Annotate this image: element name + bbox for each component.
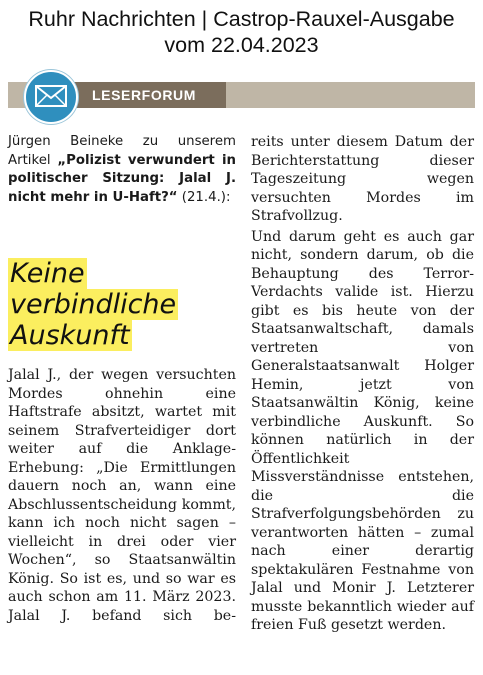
body-paragraph: reits unter diesem Datum der Berichterstattung dieser Tageszeitung wegen versuchten Mordes im Strafvollzug. (251, 134, 474, 224)
intro-article-title: „Polizist verwundert in politischer Sitzung: Jalal J. nicht mehr in U-Haft?“ (8, 152, 236, 205)
body-paragraph: Und darum geht es auch gar nicht, sondern darum, ob die Behauptung des Terror-Verdachts valide ist. Hierzu gibt es bis heute von der Staatsanwaltschaft, damals vertreten von Generalstaatsanwalt Holger Hemin, jetzt von Staatsanwältin König, keine verbindliche Auskunft. So können natürlich in der Öffentlichkeit Missverständnisse entstehen, die die Strafverfolgungsbehörden zu verantworten hätten – zumal nach einer derartig spektakulären Festnahme von Jalal und Monir J. Letzterer musste bekanntlich wieder auf freien Fuß gesetzt werden. (251, 228, 474, 633)
letter-intro (8, 133, 236, 207)
intro-author: Jürgen Beineke zu unserem Artikel (8, 134, 236, 168)
body-paragraph: Jalal J., der wegen versuchten Mordes ohnehin eine Haftstrafe absitzt, wartet mit seinem Strafverteidiger dort weiter auf die Anklage-Erhebung: „Die Ermittlungen dauern noch an, wann eine Abschlussentscheidung kommt, kann ich noch nicht sagen – vielleicht in drei oder vier Wochen“, so Staatsanwältin König. So ist es, und so war es auch schon am 11. März 2023. Jalal J. befand sich be- (8, 367, 236, 624)
headline-line: verbindliche (10, 289, 177, 320)
envelope-icon (24, 70, 78, 124)
intro-date: (21.4.): (177, 189, 231, 205)
headline-line: Keine (10, 258, 85, 289)
letter-headline (8, 258, 236, 351)
publication-title: Ruhr Nachrichten | Castrop-Rauxel-Ausgabe (28, 7, 455, 31)
section-banner (8, 82, 475, 108)
right-column-text (251, 133, 474, 635)
publication-header (0, 6, 483, 58)
headline-line: Auskunft (10, 320, 130, 351)
publication-date: vom 22.04.2023 (164, 33, 319, 57)
left-column-text (8, 366, 236, 625)
section-label: LESERFORUM (92, 87, 196, 103)
